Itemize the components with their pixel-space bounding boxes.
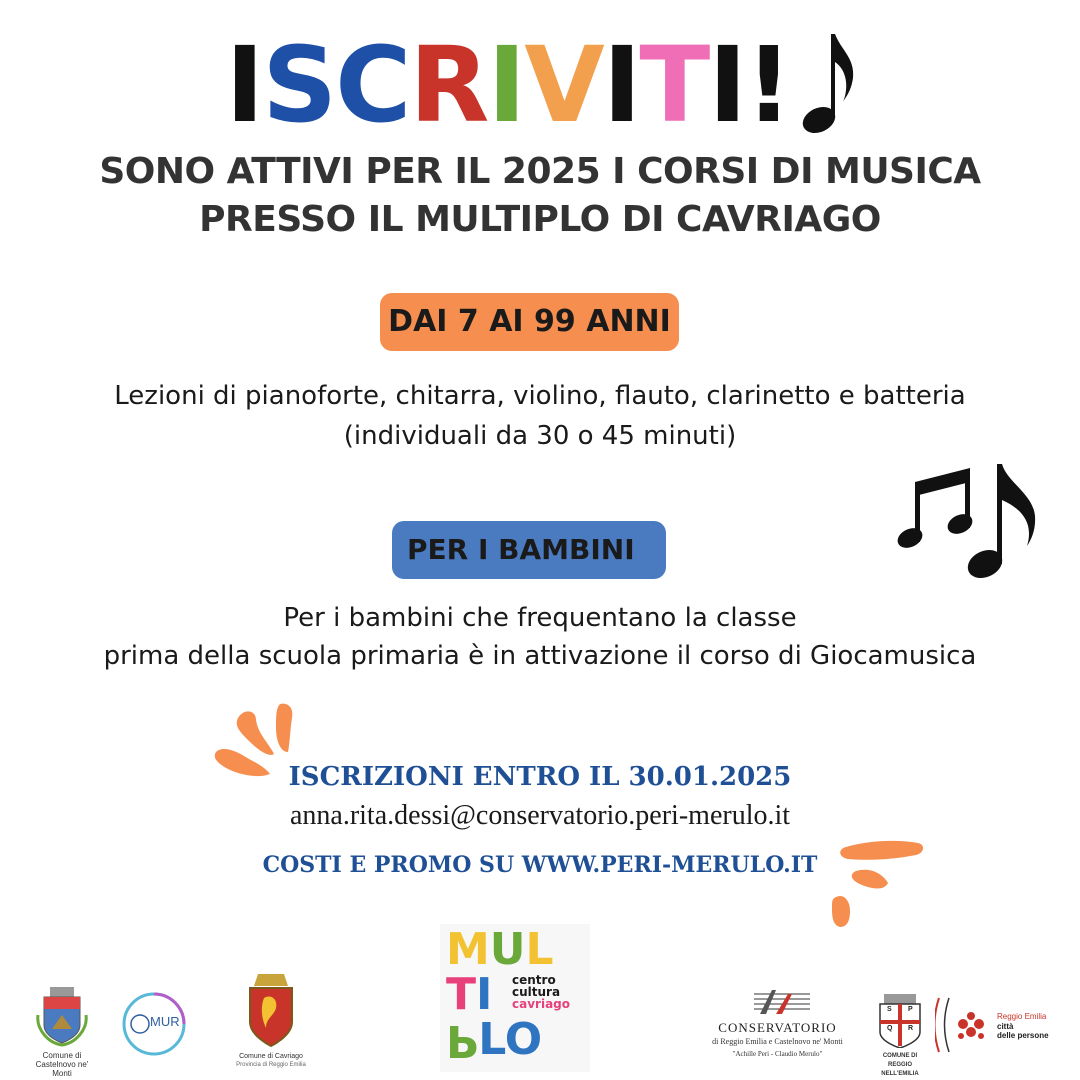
music-notes-icon <box>895 460 1040 590</box>
citta-caption-3: delle persone <box>997 1031 1049 1040</box>
lessons-text: Lezioni di pianoforte, chitarra, violino, flauto, clarinetto e batteria <box>114 381 966 411</box>
headline-text <box>225 24 791 146</box>
headline-letter: ! <box>745 24 791 146</box>
multiplo-row-3: PLO <box>446 1014 543 1066</box>
castelnovo-caption-1: Comune di <box>42 1051 82 1060</box>
conservatorio-name: CONSERVATORIO <box>718 1020 837 1035</box>
mur-logo <box>120 990 188 1058</box>
conservatorio-names: "Achille Peri - Claudio Merulo" <box>732 1050 823 1058</box>
music-note-icon <box>791 30 855 140</box>
registration-deadline: ISCRIZIONI ENTRO IL 30.01.2025 <box>288 762 792 792</box>
cavriago-logo <box>236 972 306 1067</box>
castelnovo-caption-2: Castelnovo ne' Monti <box>35 1060 89 1078</box>
subtitle-line-1: SONO ATTIVI PER IL 2025 I CORSI DI MUSICA <box>99 151 981 192</box>
conservatorio-emblem-icon <box>752 988 812 1016</box>
headline-letter: S <box>262 24 336 146</box>
multiplo-logo <box>440 924 590 1072</box>
citta-delle-persone-logo <box>935 992 1055 1056</box>
kids-text-line-1: Per i bambini che frequentano la classe <box>283 603 797 633</box>
lessons-duration-text: (individuali da 30 o 45 minuti) <box>343 421 737 451</box>
age-badge: DAI 7 AI 99 ANNI <box>380 293 679 351</box>
reggio-caption-2: REGGIO NELL'EMILIA <box>881 1062 919 1077</box>
multiplo-row-2: TI <box>446 969 493 1020</box>
conservatorio-logo <box>700 988 855 1068</box>
kids-text-line-2: prima della scuola primaria è in attivazione il corso di Giocamusica <box>103 641 977 671</box>
citta-caption-1: Reggio Emilia <box>997 1012 1047 1021</box>
headline-letter: I <box>487 24 525 146</box>
multiplo-tagline: centro cultura cavriago <box>512 973 570 1011</box>
contact-email[interactable]: anna.rita.dessi@conservatorio.peri-merulo.it <box>289 800 791 831</box>
reggio-crest-icon <box>870 992 930 1048</box>
cavriago-crest-icon <box>236 972 306 1048</box>
cavriago-caption-1: Comune di Cavriago <box>239 1053 303 1060</box>
reggio-caption-1: COMUNE DI <box>882 1053 918 1059</box>
castelnovo-crest-icon <box>32 985 92 1047</box>
costs-link[interactable]: COSTI E PROMO SU WWW.PERI-MERULO.IT <box>262 852 818 878</box>
subtitle-line-2: PRESSO IL MULTIPLO DI CAVRIAGO <box>199 199 881 240</box>
cavriago-caption-2: Provincia di Reggio Emilia <box>236 1062 306 1068</box>
headline-letter: T <box>639 24 709 146</box>
headline-letter: C <box>335 24 410 146</box>
headline-letter: I <box>225 24 263 146</box>
conservatorio-subtitle: di Reggio Emilia e Castelnovo ne' Monti <box>712 1037 843 1046</box>
kids-badge: PER I BAMBINI <box>392 521 666 579</box>
headline-letter: R <box>409 24 488 146</box>
castelnovo-logo <box>32 985 92 1078</box>
headline-letter: V <box>524 24 603 146</box>
citta-caption-2: città <box>997 1022 1014 1031</box>
headline <box>0 24 1080 146</box>
headline-letter: I <box>708 24 746 146</box>
headline-letter: I <box>602 24 640 146</box>
mur-label: MUR <box>150 1014 180 1029</box>
citta-emblem-icon <box>935 992 995 1056</box>
multiplo-row-1: MUL <box>446 924 554 975</box>
orange-burst-decoration-2 <box>826 835 936 935</box>
reggio-emilia-logo: S P Q R COMUNE DI REGGIO NELL'EMILIA <box>870 992 930 1074</box>
